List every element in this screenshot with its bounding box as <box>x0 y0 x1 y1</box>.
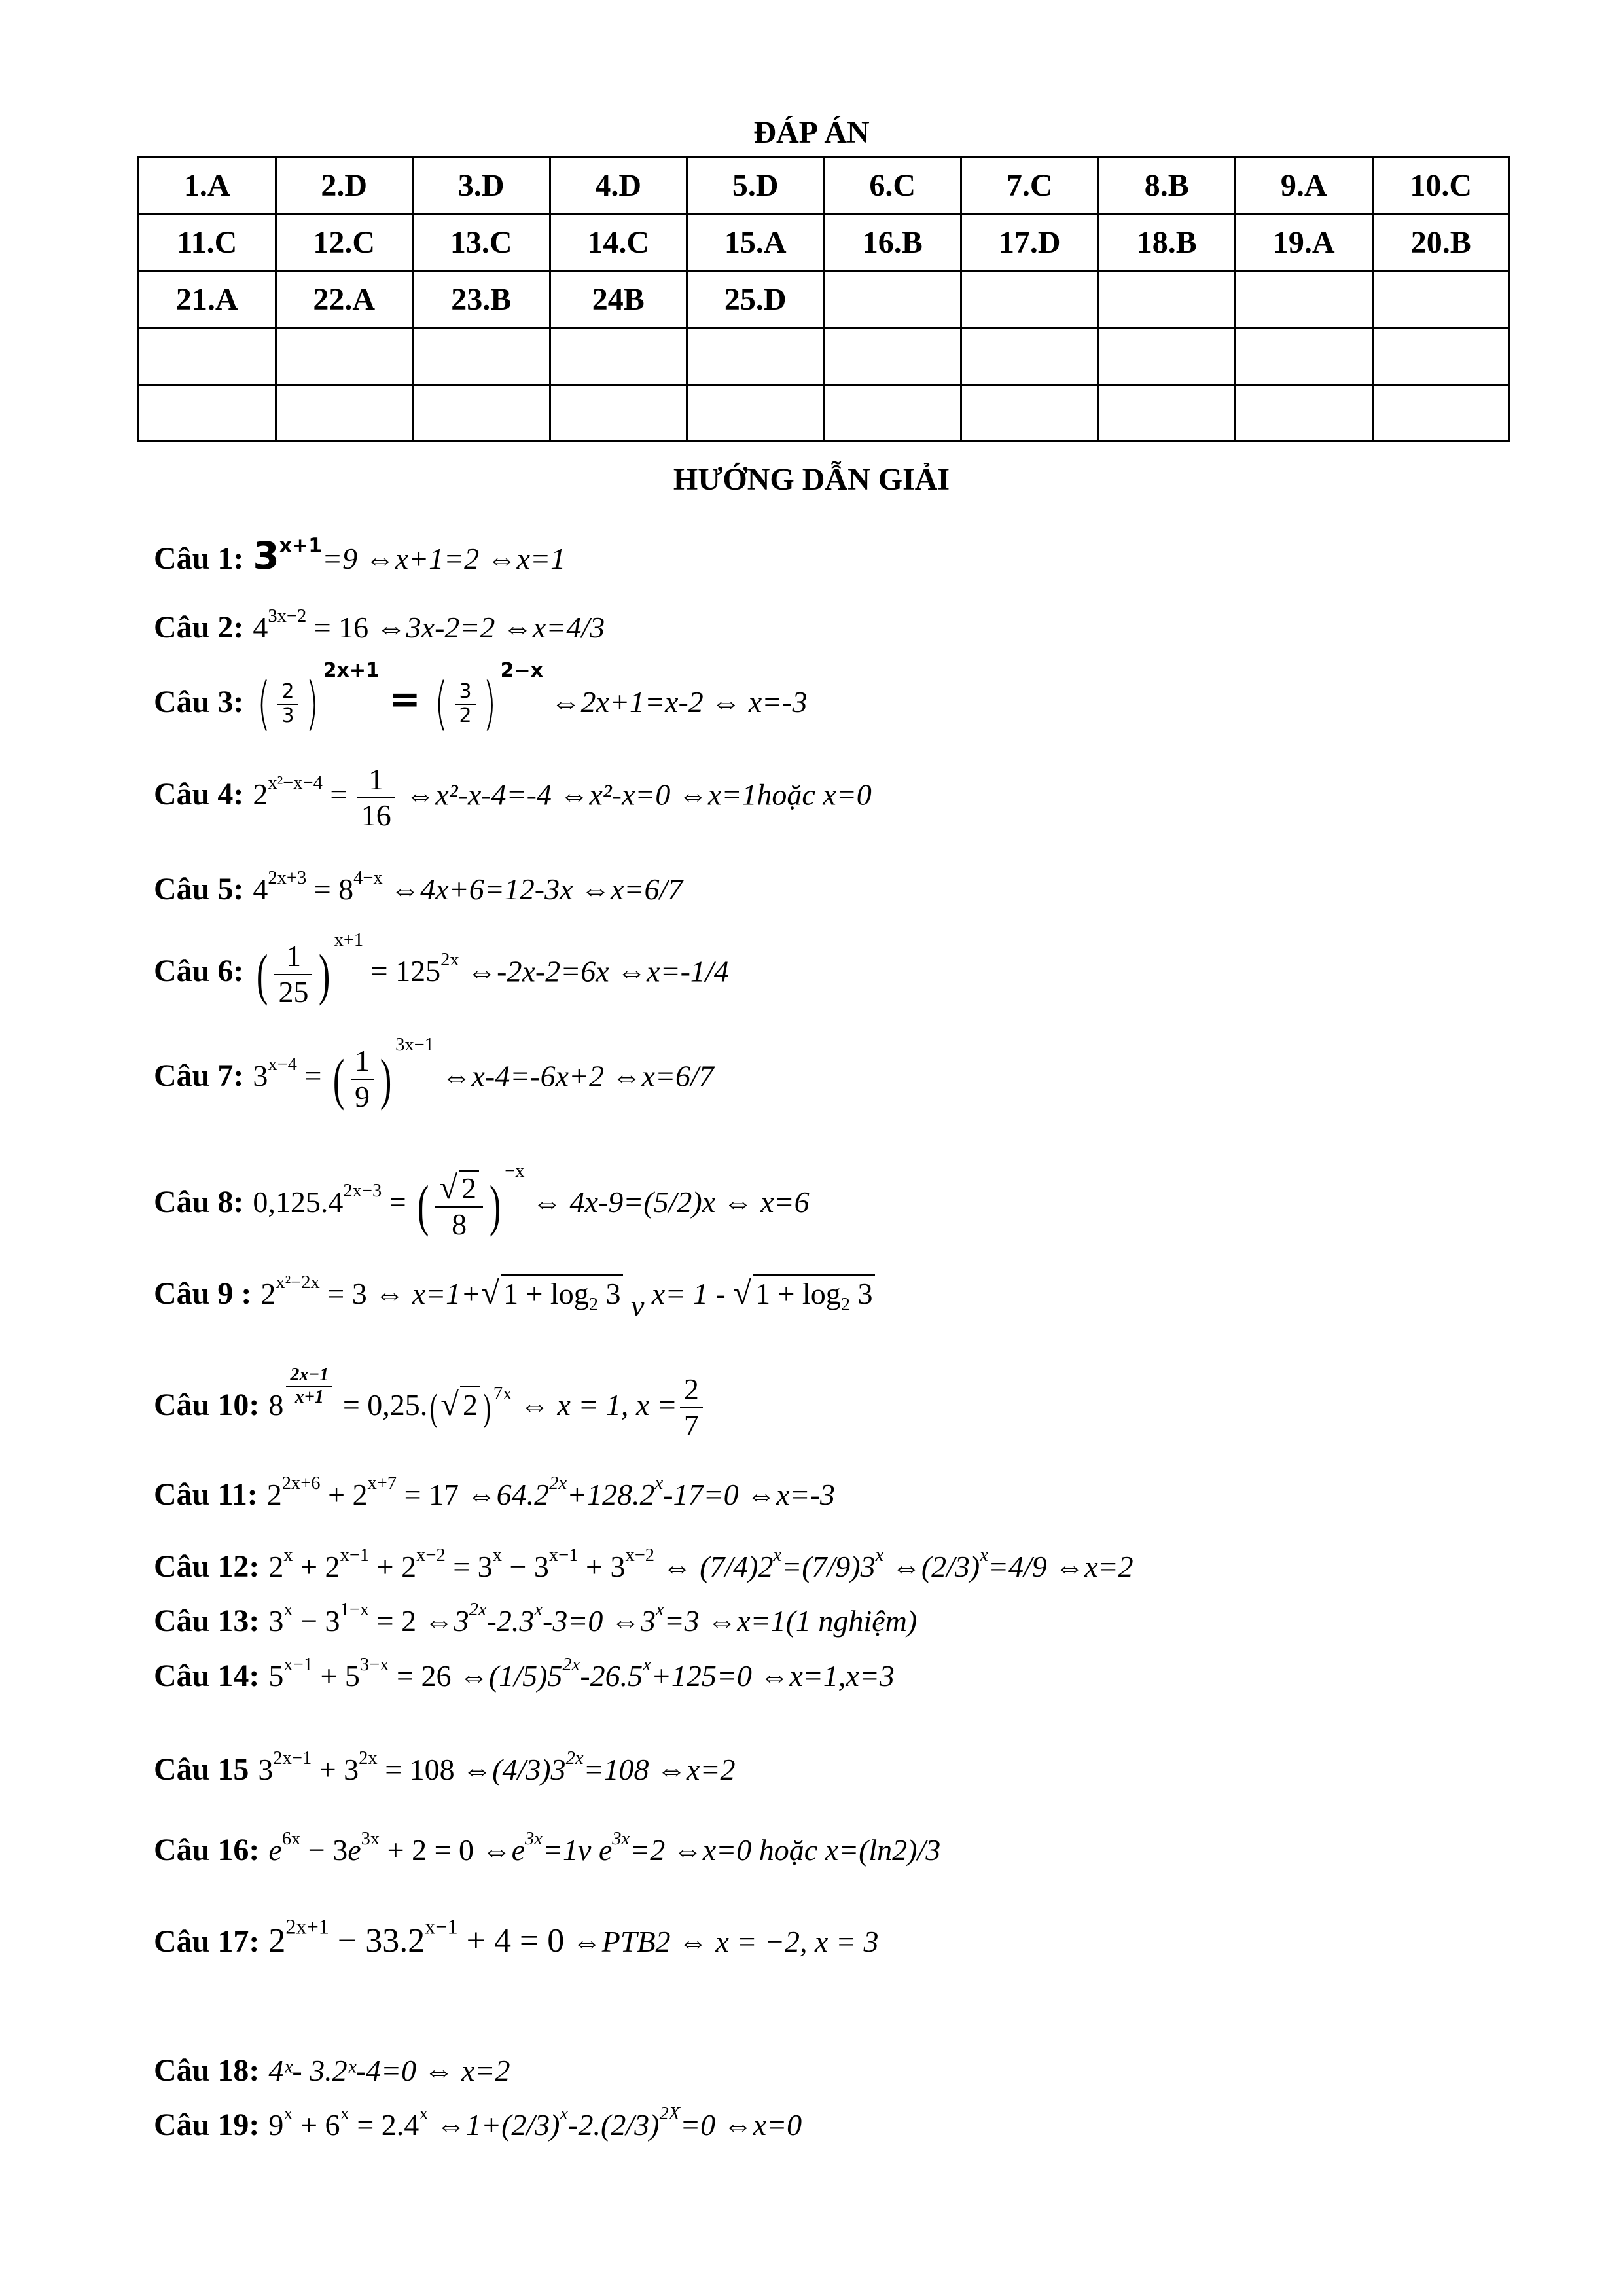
question-15: Câu 15 $3^{2x-1} + 3^{2x} = 108$ $\Leftrightarrow(4/3)3^{2x}=108$ ⇔x=2 <box>154 1748 736 1787</box>
answer-cell <box>961 271 1099 328</box>
answer-key-title: ĐÁP ÁN <box>753 115 870 150</box>
answer-cell: 23.B <box>413 271 550 328</box>
answer-cell <box>1372 271 1510 328</box>
answer-cell <box>1098 328 1236 385</box>
answer-cell: 1.A <box>139 157 276 214</box>
answer-cell <box>1236 328 1373 385</box>
question-18: Câu 18: 4ˣ- 3.2ˣ-4=0 ⇔ x=2 <box>154 2053 510 2088</box>
answer-cell: 17.D <box>961 214 1099 271</box>
answer-cell: 7.C <box>961 157 1099 214</box>
answer-row <box>139 271 1510 328</box>
answer-cell <box>413 385 550 442</box>
answer-cell <box>824 328 961 385</box>
answer-cell <box>139 385 276 442</box>
question-10: Câu 10: 8 $^{\frac{2x-1}{x+1}}$ = 0,25.(√ 2 ) $^{7x}$ ⇔ x = 1, x = $\frac{2}{7}$ <box>154 1365 705 1443</box>
answer-cell: 12.C <box>276 214 413 271</box>
answer-row <box>139 328 1510 385</box>
answer-cell <box>961 328 1099 385</box>
answer-cell: 22.A <box>276 271 413 328</box>
answer-cell <box>824 271 961 328</box>
answer-row <box>139 385 1510 442</box>
answer-cell: 6.C <box>824 157 961 214</box>
question-3: Câu 3: ( $\frac{2}{3}$ ) $^{2x+1}$ = ( $\frac{3}{2}$ ) $^{2-x}$ ⇔2x+1=x-2 ⇔ x=-3 <box>154 659 808 737</box>
answer-cell: 4.D <box>550 157 687 214</box>
answer-cell <box>961 385 1099 442</box>
answer-cell: 24B <box>550 271 687 328</box>
answer-cell: 21.A <box>139 271 276 328</box>
answer-cell <box>687 328 825 385</box>
answer-cell: 14.C <box>550 214 687 271</box>
answer-cell: 9.A <box>1236 157 1373 214</box>
answer-cell <box>824 385 961 442</box>
answer-cell: 18.B <box>1098 214 1236 271</box>
answer-cell: 3.D <box>413 157 550 214</box>
question-7: Câu 7: $3^{x-4}$ = ( $\frac{1}{9}$ )$^{3x-1}$ ⇔x-4=-6x+2 ⇔x=6/7 <box>154 1035 714 1113</box>
question-4: Câu 4: $2^{x^2-x-4}$ = $\frac{1}{16}$ ⇔x²-x-4=-4 ⇔x²-x=0 ⇔x=1hoặc x=0 <box>154 762 872 832</box>
answer-cell <box>550 328 687 385</box>
solution-guide-title: HƯỚNG DẪN GIẢI <box>673 462 950 497</box>
answer-cell: 15.A <box>687 214 825 271</box>
answer-cell: 8.B <box>1098 157 1236 214</box>
answer-cell: 20.B <box>1372 214 1510 271</box>
question-12: Câu 12: $2^x + 2^{x-1} + 2^{x-2} = 3^x - 3^{x-1} + 3^{x-2}$ ⇔ $(7/4)2^x=(7/9)3^x$ $\Leftrightarrow(2/3)^x=4/9$ ⇔x=2 <box>154 1545 1133 1584</box>
answer-row <box>139 214 1510 271</box>
answer-cell <box>413 328 550 385</box>
answer-cell: 19.A <box>1236 214 1373 271</box>
answer-table <box>137 156 1510 442</box>
answer-row <box>139 157 1510 214</box>
answer-cell: 25.D <box>687 271 825 328</box>
question-6: Câu 6: ( $\frac{1}{25}$ )$^{x+1} = 125^{2x}$ ⇔-2x-2=6x ⇔x=-1/4 <box>154 930 729 1009</box>
answer-cell: 5.D <box>687 157 825 214</box>
question-9: Câu 9 : $2^{x^2-2x} = 3$ ⇔ x=1+√ $1 + \log_2 3$ v x= 1 - √ $1 + \log_2 3$ <box>154 1273 875 1324</box>
answer-cell <box>1098 271 1236 328</box>
answer-cell <box>550 385 687 442</box>
answer-cell <box>276 328 413 385</box>
answer-cell: 2.D <box>276 157 413 214</box>
question-11: Câu 11: $2^{2x+6} + 2^{x+7} = 17$ $\Leftrightarrow 64.2^{2x}+128.2^x-17=0$ ⇔x=-3 <box>154 1473 835 1512</box>
question-8: Câu 8: $0,125.4^{2x-3}$ = ( $\frac{√ 2}{8}$ )$^{-x}$ ⇔ 4x-9=(5/2)x ⇔ x=6 <box>154 1160 810 1242</box>
answer-cell <box>276 385 413 442</box>
question-17: Câu 17: $2^{2x+1} - 33.2^{x-1} + 4 = 0$ ⇔PTB2 ⇔ x = −2, x = 3 <box>154 1914 879 1960</box>
question-1: Câu 1: $3^{x+1}=9$ ⇔x+1=2 ⇔x=1 <box>154 533 566 578</box>
answer-cell <box>1372 385 1510 442</box>
question-16: Câu 16: $e^{6x} - 3e^{3x} + 2 = 0$ $\Leftrightarrow e^{3x}=1v$ $e^{3x}=2$ ⇔x=0 hoặc x=(ln2)/3 <box>154 1828 941 1867</box>
answer-cell: 13.C <box>413 214 550 271</box>
answer-cell <box>687 385 825 442</box>
answer-cell <box>1372 328 1510 385</box>
answer-cell <box>1098 385 1236 442</box>
question-5: Câu 5: $4^{2x+3} = 8^{4-x}$ ⇔4x+6=12-3x ⇔x=6/7 <box>154 867 683 906</box>
answer-cell <box>139 328 276 385</box>
question-14: Câu 14: $5^{x-1} + 5^{3-x} = 26$ $\Leftrightarrow(1/5)5^{2x}-26.5^x+125=0$ ⇔x=1,x=3 <box>154 1654 895 1693</box>
answer-cell <box>1236 385 1373 442</box>
question-2: Câu 2: $4^{3x-2} = 16$ ⇔3x-2=2 ⇔x=4/3 <box>154 605 605 645</box>
answer-cell: 11.C <box>139 214 276 271</box>
answer-cell: 16.B <box>824 214 961 271</box>
answer-cell: 10.C <box>1372 157 1510 214</box>
question-13: Câu 13: $3^x - 3^{1-x} = 2$ $\Leftrightarrow 3^{2x}-2.3^x-3=0$ $\Leftrightarrow 3^x=3$ ⇔x=1(1 nghiệm) <box>154 1599 918 1638</box>
question-19: Câu 19: $9^x + 6^x = 2.4^x$ $\Leftrightarrow 1+(2/3)^x-2.(2/3)^{2X}=0$ ⇔x=0 <box>154 2103 802 2142</box>
answer-cell <box>1236 271 1373 328</box>
